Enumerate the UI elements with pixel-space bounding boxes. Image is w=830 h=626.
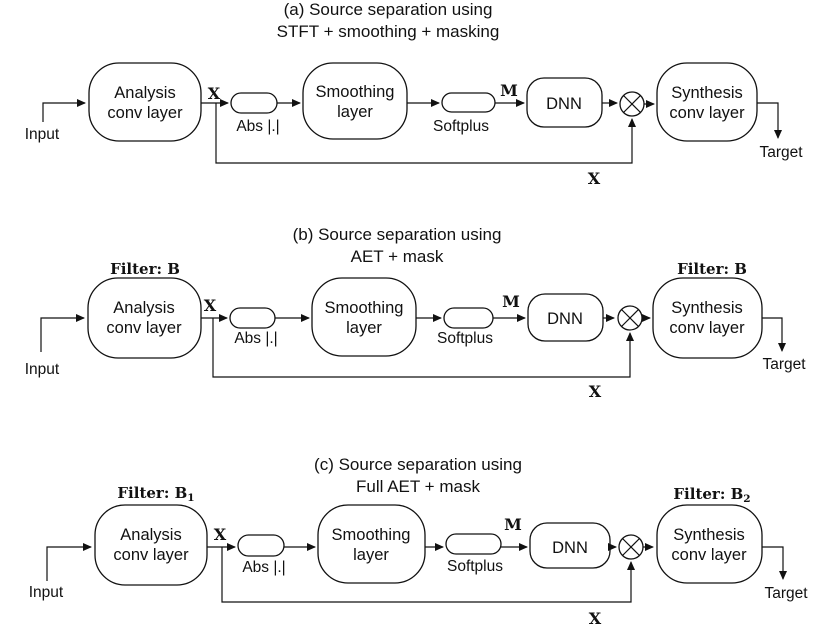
synthesis-label-line1: Synthesis (673, 526, 745, 544)
input-arrow (41, 318, 84, 352)
x-output-label: X (207, 84, 221, 103)
x-skip-label: X (587, 169, 601, 188)
m-label: M (504, 515, 522, 534)
analysis-conv-layer-box (95, 505, 207, 585)
panel-a-title-line1: (a) Source separation using (283, 0, 493, 19)
input-arrow (47, 547, 91, 581)
filter-analysis-subscript: 1 (187, 492, 195, 504)
synthesis-conv-layer-box (653, 278, 762, 358)
softplus-node (442, 93, 495, 112)
target-arrow (757, 103, 778, 138)
abs-label: Abs |.| (234, 330, 278, 347)
smoothing-layer-box (318, 505, 425, 583)
analysis-label-line1: Analysis (120, 526, 182, 544)
smoothing-label-line2: layer (337, 103, 373, 121)
softplus-label: Softplus (432, 118, 490, 135)
analysis-conv-layer-box (88, 278, 201, 358)
filter-analysis-label (117, 484, 194, 504)
x-skip-label: X (588, 382, 602, 401)
dnn-label: DNN (552, 539, 588, 557)
filter-synthesis-label (677, 260, 747, 278)
softplus-label: Softplus (446, 558, 504, 575)
synthesis-label-line2: conv layer (669, 104, 745, 122)
softplus-node (446, 534, 501, 554)
panel-b-title-line2: AET + mask (350, 247, 444, 266)
filter-analysis-text: Filter: B (110, 260, 180, 278)
filter-synthesis-label (673, 485, 750, 505)
smoothing-label-line1: Smoothing (331, 526, 411, 544)
panel-c-title-line2: Full AET + mask (356, 477, 480, 496)
panel-c-title-line1: (c) Source separation using (314, 455, 522, 474)
analysis-label-line1: Analysis (113, 299, 175, 317)
smoothing-layer-box (312, 278, 416, 356)
abs-node (238, 535, 284, 556)
panel-b-diagram (0, 200, 830, 420)
smoothing-label-line2: layer (353, 546, 389, 564)
panel-a-diagram (0, 0, 830, 200)
input-label: Input (24, 361, 60, 378)
dnn-label: DNN (547, 310, 583, 328)
synthesis-label-line1: Synthesis (671, 84, 743, 102)
synthesis-label-line2: conv layer (671, 546, 747, 564)
analysis-conv-layer-box (89, 63, 201, 141)
m-label: M (500, 81, 518, 100)
abs-node (230, 308, 275, 328)
smoothing-label-line1: Smoothing (315, 83, 395, 101)
x-output-label: X (213, 525, 227, 544)
multiply-node (619, 535, 643, 559)
smoothing-label-line1: Smoothing (324, 299, 404, 317)
synthesis-label-line1: Synthesis (671, 299, 743, 317)
abs-label: Abs |.| (242, 559, 286, 576)
target-label: Target (764, 585, 808, 602)
softplus-node (444, 308, 493, 328)
filter-analysis-label (110, 260, 180, 278)
smoothing-label-line2: layer (346, 319, 382, 337)
input-label: Input (28, 584, 64, 601)
synthesis-conv-layer-box (657, 505, 762, 583)
filter-synthesis-text: Filter: B (677, 260, 747, 278)
panel-c-diagram (0, 420, 830, 626)
panel-b-title-line1: (b) Source separation using (292, 225, 502, 244)
analysis-label-line1: Analysis (114, 84, 176, 102)
target-label: Target (762, 356, 806, 373)
analysis-label-line2: conv layer (106, 319, 182, 337)
x-output-label: X (203, 296, 217, 315)
softplus-label: Softplus (436, 330, 494, 347)
x-skip-label: X (588, 609, 602, 626)
smoothing-layer-box (303, 63, 407, 139)
abs-label: Abs |.| (236, 118, 280, 135)
dnn-label: DNN (546, 95, 582, 113)
input-arrow (43, 103, 85, 122)
multiply-node (620, 92, 644, 116)
input-label: Input (24, 126, 60, 143)
target-arrow (762, 547, 783, 579)
filter-analysis-text: Filter: B (117, 484, 188, 502)
multiply-node (618, 306, 642, 330)
analysis-label-line2: conv layer (113, 546, 189, 564)
filter-synthesis-text: Filter: B (673, 485, 744, 503)
target-label: Target (759, 144, 803, 161)
synthesis-conv-layer-box (657, 63, 757, 141)
abs-node (231, 93, 277, 113)
target-arrow (762, 318, 782, 351)
analysis-label-line2: conv layer (107, 104, 183, 122)
synthesis-label-line2: conv layer (669, 319, 745, 337)
m-label: M (502, 292, 520, 311)
filter-synthesis-subscript: 2 (743, 493, 751, 505)
panel-a-title-line2: STFT + smoothing + masking (276, 22, 500, 41)
